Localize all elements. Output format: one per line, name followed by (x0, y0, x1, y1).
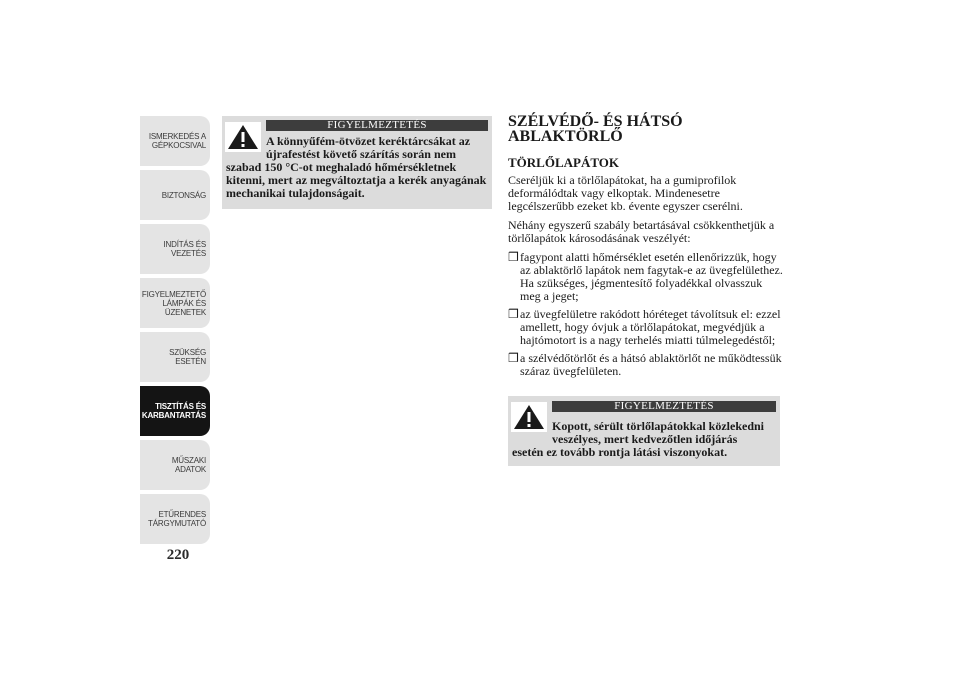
warning-line: szabad 150 °C-ot meghaladó hőmérsékletnek (226, 160, 457, 174)
warning-title: FIGYELMEZTETÉS (552, 401, 776, 412)
warning-line: veszélyes, mert kedvezőtlen időjárás (552, 432, 738, 446)
tab-muszaki-adatok[interactable]: MŰSZAKI ADATOK (140, 440, 210, 490)
tab-tisztitas-es-karbantartas[interactable]: TISZTÍTÁS ÉS KARBANTARTÁS (140, 386, 210, 436)
section-title (508, 114, 783, 144)
tab-ismerkedes[interactable]: ISMERKEDÉS A GÉPKOCSIVAL (140, 116, 210, 166)
warning-line: A könnyűfém-ötvözet keréktárcsákat az (266, 134, 471, 148)
tab-szukseg-eseten[interactable]: SZÜKSÉG ESETÉN (140, 332, 210, 382)
bullet-box-icon: ❒ (508, 307, 519, 321)
tab-targymutato[interactable]: ETŰRENDES TÁRGYMUTATÓ (140, 494, 210, 544)
list-item (508, 251, 783, 303)
wiper-section (508, 114, 783, 383)
section-title-line: ABLAKTÖRLŐ (508, 128, 623, 145)
warning-line: Kopott, sérült törlőlapátokkal közlekedni (552, 419, 765, 433)
list-item (508, 352, 783, 378)
warning-title: FIGYELMEZTETÉS (266, 120, 488, 131)
warning-line: mechanikai tulajdonságait. (226, 186, 365, 200)
warning-box-wipers (508, 396, 780, 466)
warning-line: esetén ez tovább rontja látási viszonyokat. (512, 445, 728, 459)
warning-text (512, 420, 778, 459)
bullet-box-icon: ❒ (508, 351, 519, 365)
warning-line: újrafestést követő szárítás során nem (266, 147, 456, 161)
paragraph-rules: Néhány egyszerű szabály betartásával csökkenthetjük a törlőlapátok károsodásának veszélyét: (508, 218, 775, 245)
page-number: 220 (166, 547, 190, 563)
section-subtitle: TÖRLŐLAPÁTOK (508, 155, 620, 170)
bullet-box-icon: ❒ (508, 250, 519, 264)
warning-line: kitenni, mert az megváltoztatja a kerék anyagának (226, 173, 487, 187)
tab-figyelmezteto-lampak[interactable]: FIGYELMEZTETŐ LÁMPÁK ÉS ÜZENETEK (140, 278, 210, 328)
list-item-text: a szélvédőtörlőt és a hátsó ablaktörlőt ne működtessük száraz üvegfelületen. (520, 351, 782, 378)
tab-inditas-es-vezetes[interactable]: INDÍTÁS ÉS VEZETÉS (140, 224, 210, 274)
section-title-line: SZÉLVÉDŐ- ÉS HÁTSÓ (508, 113, 683, 130)
list-item-text: fagypont alatti hőmérséklet esetén ellenőrizzük, hogy az ablaktörlő lapátok nem fagytak-e az üvegfelülethez. Ha szükséges, jégmentesítő folyadékkal olvasszuk meg a jeget; (520, 250, 783, 303)
warning-text (226, 135, 490, 200)
rules-list (508, 251, 783, 378)
paragraph-replace: Cseréljük ki a törlőlapátokat, ha a gumiprofilok deformálódtak vagy elkoptak. Mindenesetre legcélszerűbb ezeket kb. évente egyszer cserélni. (508, 173, 743, 213)
warning-box-wheels (222, 116, 492, 209)
list-item (508, 308, 783, 347)
tab-biztonsag[interactable]: BIZTONSÁG (140, 170, 210, 220)
list-item-text: az üvegfelületre rakódott hóréteget távolítsuk el: ezzel amellett, hogy óvjuk a törlőlapátokat, megvédjük a hajtómotort is a nagy terhelés miatti túlmelegedéstől; (520, 307, 781, 347)
